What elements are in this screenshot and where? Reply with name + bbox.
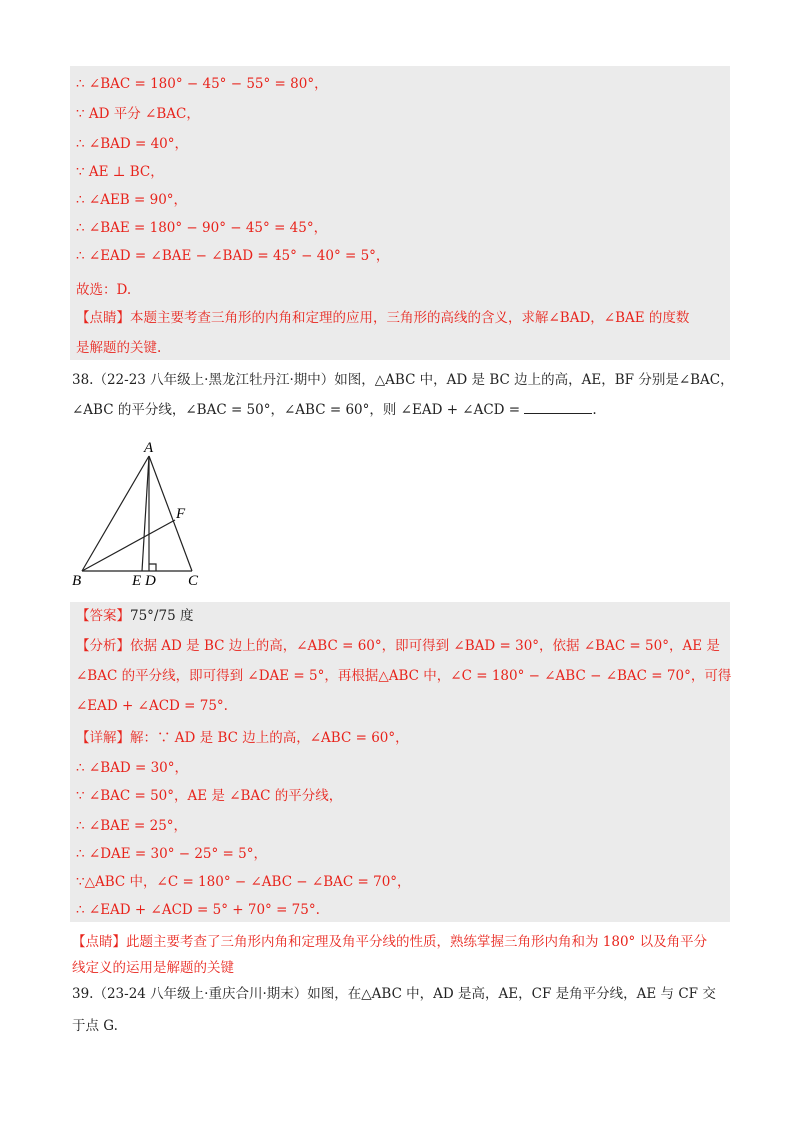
question-38-line2	[72, 400, 597, 420]
choice-line: 故选：D.	[76, 282, 132, 298]
side-ab	[82, 456, 149, 571]
answer-blank	[524, 401, 592, 414]
analysis-line: ∠EAD + ∠ACD = 75°.	[76, 698, 228, 714]
label-c: C	[188, 573, 199, 589]
detail-line: ∴ ∠DAE = 30° − 25° = 5°，	[76, 846, 267, 862]
answer-tag: 【答案】	[76, 608, 130, 624]
detail-line: ∴ ∠BAD = 30°，	[76, 760, 189, 776]
detail-line: ∵ ∠BAC = 50°，AE 是 ∠BAC 的平分线，	[76, 788, 343, 804]
triangle-figure	[70, 432, 220, 592]
step-line: ∴ ∠BAD = 40°，	[76, 136, 189, 152]
segment-ae	[142, 456, 149, 571]
question-39-line1: 39.（23-24 八年级上·重庆合川·期末）如图，在△ABC 中，AD 是高，AE，CF 是角平分线，AE 与 CF 交	[72, 986, 716, 1002]
step-line: ∴ ∠EAD = ∠BAE − ∠BAD = 45° − 40° = 5°，	[76, 248, 390, 264]
analysis-line: ∠BAC 的平分线，即可得到 ∠DAE = 5°，再根据△ABC 中，∠C = 180° − ∠ABC − ∠BAC = 70°，可得	[76, 668, 732, 684]
remark-line: 【点睛】此题主要考查了三角形内角和定理及角平分线的性质，熟练掌握三角形内角和为 180° 以及角平分	[72, 934, 708, 950]
question-38-text: ∠ABC 的平分线，∠BAC = 50°，∠ABC = 60°，则 ∠EAD + ∠ACD =	[72, 402, 521, 418]
remark-line: 是解题的关键.	[76, 340, 162, 356]
step-line: ∵ AD 平分 ∠BAC，	[76, 106, 200, 122]
step-line: ∵ AE ⊥ BC，	[76, 164, 164, 180]
segment-bf	[82, 520, 175, 571]
remark-line: 线定义的运用是解题的关键	[72, 960, 234, 976]
right-angle-mark	[149, 564, 156, 571]
step-line: ∴ ∠AEB = 90°，	[76, 192, 188, 208]
analysis-line: 【分析】依据 AD 是 BC 边上的高，∠ABC = 60°，即可得到 ∠BAD = 30°，依据 ∠BAC = 50°，AE 是	[76, 638, 720, 654]
detail-line: ∴ ∠EAD + ∠ACD = 5° + 70° = 75°.	[76, 902, 320, 918]
label-f: F	[176, 506, 186, 522]
step-line: ∴ ∠BAE = 180° − 90° − 45° = 45°，	[76, 220, 328, 236]
question-38-line1: 38.（22-23 八年级上·黑龙江牡丹江·期中）如图，△ABC 中，AD 是 BC 边上的高，AE，BF 分别是∠BAC，	[72, 372, 734, 388]
detail-line: ∵△ABC 中，∠C = 180° − ∠ABC − ∠BAC = 70°，	[76, 874, 411, 890]
label-d: D	[145, 573, 156, 589]
answer-line	[76, 606, 193, 626]
side-ac	[149, 456, 192, 571]
detail-line: ∴ ∠BAE = 25°，	[76, 818, 188, 834]
label-a: A	[144, 440, 154, 456]
label-b: B	[72, 573, 82, 589]
question-39-line2: 于点 G.	[72, 1018, 118, 1034]
label-e: E	[132, 573, 142, 589]
detail-line: 【详解】解：∵ AD 是 BC 边上的高，∠ABC = 60°，	[76, 730, 409, 746]
remark-line: 【点睛】本题主要考查三角形的内角和定理的应用，三角形的高线的含义，求解∠BAD，∠BAE 的度数	[76, 310, 690, 326]
step-line: ∴ ∠BAC = 180° − 45° − 55° = 80°，	[76, 76, 328, 92]
answer-value: 75°/75 度	[130, 608, 194, 624]
question-38-end: .	[592, 402, 597, 418]
